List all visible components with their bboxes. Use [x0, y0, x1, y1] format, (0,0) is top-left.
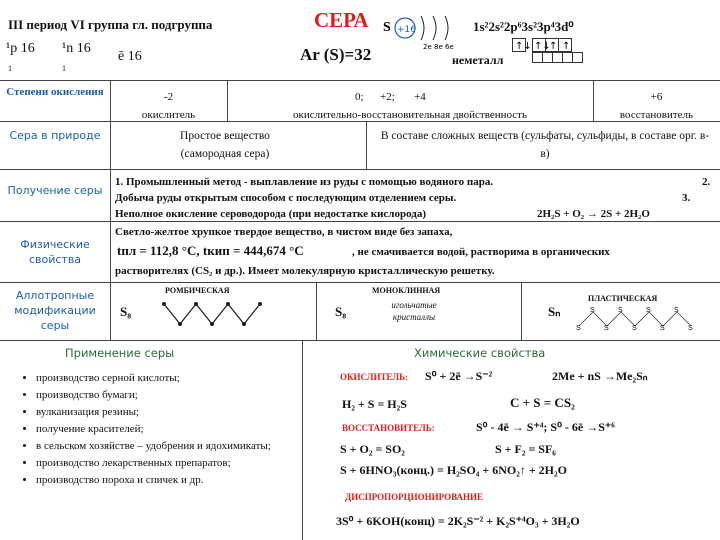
shell-electrons: 2e 8e 6e — [423, 43, 454, 51]
svg-text:↑↓: ↑↓ — [515, 41, 532, 52]
electrons-count: ē 16 — [118, 49, 142, 64]
oxidation-mid-values: 0; +2; +4 — [355, 91, 426, 103]
reducer-eq-3: S + F₂ = SF₆ — [495, 442, 556, 456]
physical-line-2: , не смачивается водой, растворима в органических — [352, 246, 610, 258]
chemistry-title: Химические свойства — [414, 346, 546, 360]
monoclinic-formula: S₈ — [335, 304, 347, 319]
svg-text:↑↓: ↑↓ — [534, 41, 551, 52]
rhombic-label: РОМБИЧЕСКАЯ — [165, 286, 230, 295]
uses-item: • в сельском хозяйстве – удобрения и ядохимикаты; — [36, 438, 293, 455]
obtaining-method-1: 1. Промышленный метод - выплавление из руды с помощью водяного пара. — [115, 176, 494, 188]
oxidation-pos6-note: восстановитель — [619, 109, 694, 120]
element-symbol: S — [383, 20, 391, 35]
row-label-nature: Сера в природе — [9, 129, 101, 142]
uses-item: • получение красителей; — [36, 421, 293, 438]
uses-item: • производство лекарственных препаратов; — [36, 455, 293, 472]
row-label-obtaining: Получение серы — [7, 184, 103, 197]
oxidizer-eq-4: C + S = CS₂ — [510, 395, 575, 410]
reducer-eq-4: S + 6HNO₃(конц.) = H₂SO₄ + 6NO₂↑ + 2H₂O — [340, 463, 567, 477]
element-type: неметалл — [452, 53, 504, 67]
oxidizer-eq-2: 2Me + nS →Me₂Sₙ — [552, 369, 648, 383]
obtaining-method-2: Добыча руды открытым способом с последующим отделением серы. — [115, 192, 457, 204]
atom-diagram — [383, 16, 473, 52]
uses-item: • производство серной кислоты; — [36, 370, 293, 387]
svg-text:S: S — [632, 325, 637, 332]
obtaining-method-3: Неполное окисление сероводорода (при недостатке кислорода) — [115, 208, 427, 220]
uses-item: • вулканизация резины; — [36, 404, 293, 421]
reducer-label: ВОССТАНОВИТЕЛЬ: — [342, 423, 435, 433]
svg-text:S: S — [688, 325, 693, 332]
monoclinic-label: МОНОКЛИННАЯ — [372, 286, 441, 295]
svg-text:S: S — [674, 307, 679, 314]
oxidizer-eq-3: H₂ + S = H₂S — [342, 397, 407, 411]
page-title: СЕРА — [314, 8, 369, 32]
plastic-formula: Sₙ — [548, 304, 561, 319]
electron-config: 1s²2s²2p⁶3s²3p⁴3d⁰ — [473, 19, 574, 34]
obtaining-equation: 2H₂S + O₂ → 2S + 2H₂O — [537, 208, 650, 220]
physical-temperatures: tпл = 112,8 °C, tкип = 444,674 °C — [117, 243, 304, 258]
protons-count: ¹p 16 — [6, 41, 35, 56]
nature-compounds: В составе сложных веществ (сульфаты, сульфиды, в составе орг. в-в) — [380, 130, 710, 160]
reducer-eq-2: S + O₂ = SO₂ — [340, 442, 405, 456]
svg-text:S: S — [576, 325, 581, 332]
rhombic-ring-icon — [160, 298, 270, 334]
monoclinic-note: игольчатые кристаллы — [391, 300, 437, 322]
svg-text:S: S — [660, 325, 665, 332]
svg-text:S: S — [590, 307, 595, 314]
oxidation-neg2-note: окислитель — [141, 109, 196, 120]
svg-text:↑: ↑ — [562, 41, 571, 52]
obtaining-num-2: 2. — [702, 176, 711, 188]
svg-text:S: S — [604, 325, 609, 332]
uses-title: Применение серы — [65, 346, 175, 360]
disproportionation-label: ДИСПРОПОРЦИОНИРОВАНИЕ — [345, 492, 484, 502]
oxidation-neg2-value: -2 — [163, 91, 174, 103]
orbital-diagram — [512, 38, 592, 70]
plastic-chain-icon — [575, 306, 695, 336]
disproportionation-eq: 3S⁰ + 6KOH(конц) = 2K₂S⁻² + K₂S⁺⁴O₃ + 3H₂O — [336, 514, 580, 528]
oxidation-mid-note: окислительно-восстановительная двойственность — [292, 109, 527, 120]
oxidizer-label: ОКИСЛИТЕЛЬ: — [340, 372, 409, 382]
rhombic-formula: S₈ — [120, 304, 132, 319]
nucleus-charge: +16 — [397, 25, 416, 35]
reducer-eq-1: S⁰ - 4ē → S⁺⁴; S⁰ - 6ē →S⁺⁶ — [476, 420, 615, 434]
uses-list — [18, 370, 293, 489]
row-label-oxidation: Степени окисления — [6, 86, 104, 98]
atomic-mass: Ar (S)=32 — [300, 45, 372, 64]
physical-line-1: Светло-желтое хрупкое твердое вещество, в чистом виде без запаха, — [115, 226, 453, 238]
period-group-label: III период VI группа гл. подгруппа — [8, 17, 213, 32]
oxidizer-eq-1: S⁰ + 2ē →S⁻² — [425, 369, 493, 383]
neutrons-sub: 1 — [62, 64, 66, 73]
uses-item: • производство пороха и спичек и др. — [36, 472, 293, 489]
neutrons-count: ¹n 16 — [62, 41, 91, 56]
obtaining-num-3: 3. — [682, 192, 691, 204]
row-label-physical: Физические свойства — [20, 238, 90, 266]
svg-text:S: S — [618, 307, 623, 314]
row-label-allotropes: Аллотропные модификации серы — [14, 289, 96, 332]
oxidation-pos6-value: +6 — [650, 91, 663, 103]
svg-text:S: S — [646, 307, 651, 314]
plastic-label: ПЛАСТИЧЕСКАЯ — [588, 294, 658, 303]
physical-line-3: растворителях (CS₂ и др.). Имеет молекулярную кристаллическую решетку. — [115, 265, 495, 277]
uses-item: • производство бумаги; — [36, 387, 293, 404]
nature-simple-substance: Простое вещество (самородная сера) — [180, 130, 270, 160]
protons-sub: 1 — [8, 64, 12, 73]
svg-text:↑: ↑ — [549, 41, 558, 52]
